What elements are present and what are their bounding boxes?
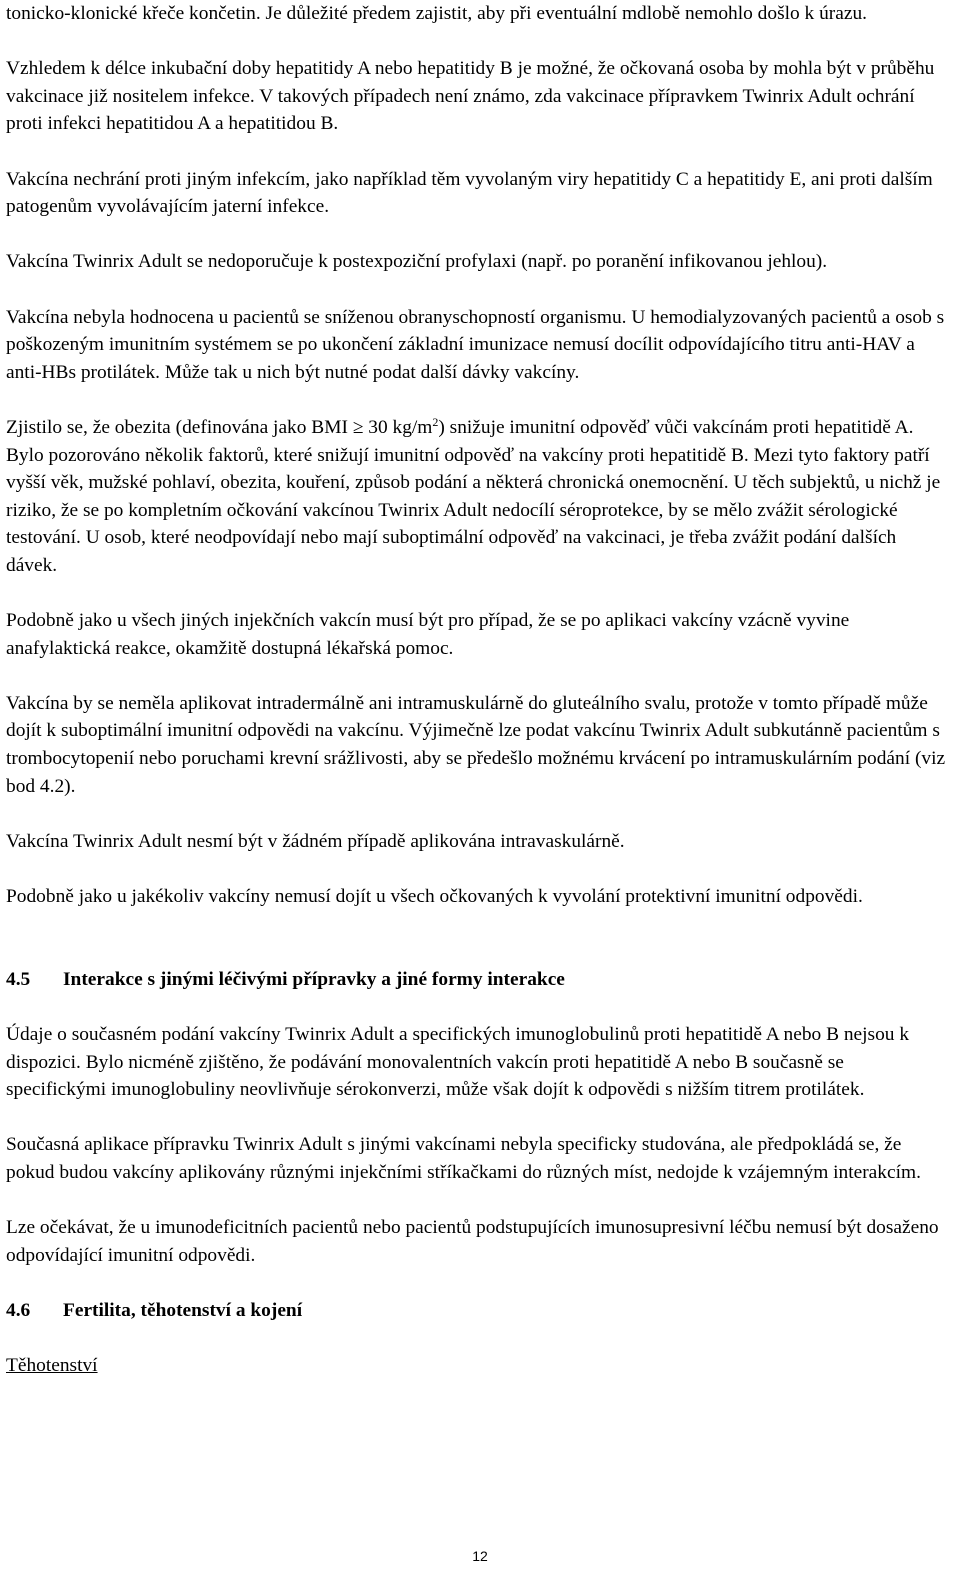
section-number: 4.6 <box>6 1299 31 1321</box>
paragraph-fainting-note: tonicko-klonické křeče končetin. Je důležité předem zajistit, aby při eventuální mdlobě nemohlo došlo k úrazu. <box>6 3 867 24</box>
paragraph-other-infections: Vakcína nechrání proti jiným infekcím, jako například těm vyvolaným viry hepatitidy C a hepatitidy E, ani proti dalším patogenům vyvolávajícím jaterní infekce. <box>6 168 933 218</box>
interaction-paragraph: Údaje o současném podání vakcíny Twinrix Adult a specifických imunoglobulinů proti hepatitidě A nebo B nejsou k dispozici. Bylo nicméně zjištěno, že podávání monovalentních vakcín proti hepatitidě A nebo B současně se specifickými imunoglobuliny neovlivňuje sérokonverzi, může však dojít k odpovědi s nižším titrem protilátek. <box>6 1023 910 1101</box>
paragraph-anaphylaxis: Podobně jako u všech jiných injekčních vakcín musí být pro případ, že se po aplikaci vakcíny vzácně vyvine anafylaktická reakce, okamžitě dostupná lékařská pomoc. <box>6 610 850 659</box>
section-title: Fertilita, těhotenství a kojení <box>63 1299 303 1321</box>
paragraph-intravascular: Vakcína Twinrix Adult nesmí být v žádném případě aplikována intravaskulárně. <box>6 830 625 852</box>
superscript-two: 2 <box>432 414 439 429</box>
section-heading-4-6 <box>6 1297 946 1325</box>
paragraph-immunocompromised: Vakcína nebyla hodnocena u pacientů se sníženou obranyschopností organismu. U hemodialyzovaných pacientů a osob s poškozeným imunitním systémem se po ukončení základní imunizace nemusí docílit odpovídajícího titru anti-HAV a anti-HBs protilátek. Může tak u nich být nutné podat další dávky vakcíny. <box>6 306 945 383</box>
paragraph-protective-response: Podobně jako u jakékoliv vakcíny nemusí dojít u všech očkovaných k vyvolání protektivní imunitní odpovědi. <box>6 886 863 907</box>
paragraph-postexposure: Vakcína Twinrix Adult se nedoporučuje k postexpoziční profylaxi (např. po poranění infikovanou jehlou). <box>6 251 828 273</box>
subheading-pregnancy: Těhotenství <box>6 1355 98 1377</box>
obesity-text-start: Zjistilo se, že obezita (definována jako BMI ≥ 30 kg/m <box>6 416 433 438</box>
paragraph-administration-route: Vakcína by se neměla aplikovat intradermálně ani intramuskulárně do gluteálního svalu, protože v tomto případě může dojít k suboptimální imunitní odpovědi na vakcínu. Výjimečně lze podat vakcínu Twinrix Adult subkutánně pacientům s trombocytopenií nebo poruchami krevní srážlivosti, aby se předešlo možnému krvácení po intramuskulárním podání (viz bod 4.2). <box>6 692 946 797</box>
page-number: 12 <box>472 1548 488 1564</box>
interaction-paragraph: Současná aplikace přípravku Twinrix Adult s jinými vakcínami nebyla specificky studována, ale předpokládá se, že pokud budou vakcíny aplikovány různými injekčními stříkačkami do různých míst, nedojde k vzájemným interakcím. <box>6 1134 921 1183</box>
section-number: 4.5 <box>6 968 31 990</box>
document-page <box>6 0 946 1380</box>
paragraph-obesity <box>6 414 946 580</box>
section-title: Interakce s jinými léčivými přípravky a jiné formy interakce <box>63 968 565 990</box>
paragraph-incubation: Vzhledem k délce inkubační doby hepatitidy A nebo hepatitidy B je možné, že očkovaná osoba by mohla být v průběhu vakcinace již nositelem infekce. V takových případech není známo, zda vakcinace přípravkem Twinrix Adult ochrání proti infekci hepatitidou A a hepatitidou B. <box>6 58 935 135</box>
section-heading-4-5 <box>6 966 946 994</box>
interaction-paragraph: Lze očekávat, že u imunodeficitních pacientů nebo pacientů podstupujících imunosupresivní léčbu nemusí být dosaženo odpovídající imunitní odpovědi. <box>6 1217 939 1266</box>
obesity-text-end: ) snižuje imunitní odpověď vůči vakcínám proti hepatitidě A. Bylo pozorováno několik faktorů, které snižují imunitní odpověď na vakcíny proti hepatitidě B. Mezi tyto faktory patří vyšší věk, mužské pohlaví, obezita, kouření, způsob podání a některá chronická onemocnění. U těch subjektů, u nichž je riziko, že se po kompletním očkování vakcínou Twinrix Adult nedocílí séroprotekce, by se mělo zvážit sérologické testování. U osob, které neodpovídají nebo mají suboptimální odpověď na vakcinaci, je třeba zvážit podání dalších dávek. <box>6 416 941 576</box>
